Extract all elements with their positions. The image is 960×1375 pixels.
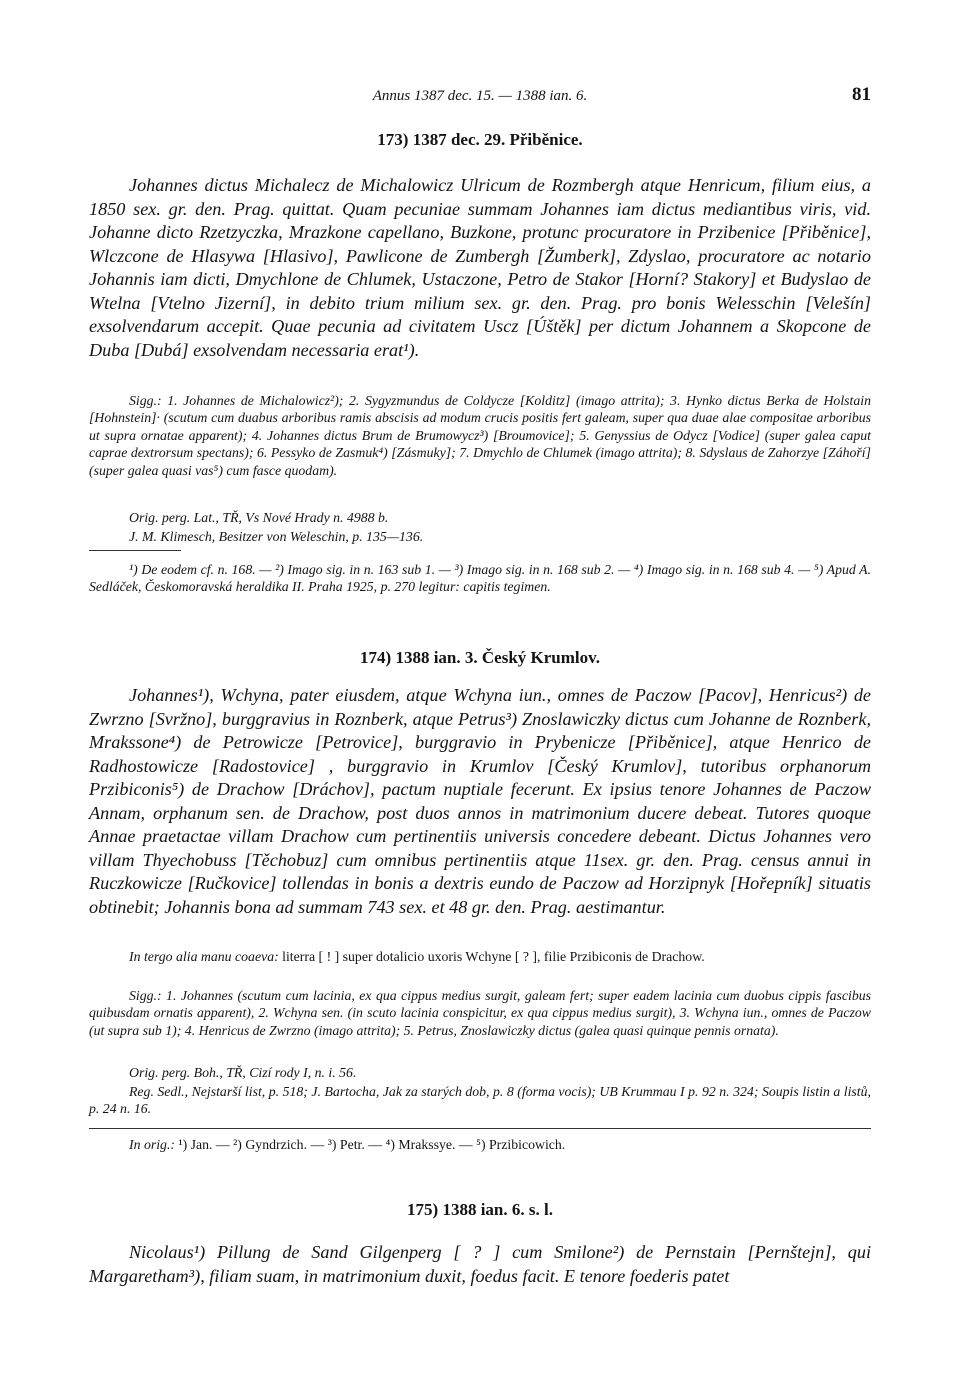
entry-174-regest: Johannes¹), Wchyna, pater eiusdem, atque Wchyna iun., omnes de Paczow [Pacov], Henricus²) de Zwrzno [Svržno], burggravius in Roznberk, atque Petrus³) Znoslawiczky dictus cum Johanne de Roznberk, Mrakssone⁴) de Petrowicze [Petrovice], burggravio in Prybenicze [Přiběnice], atque Henrico de Radhostowicze [Radostovice] , burggravio in Krumlov [Český Krumlov], tutoribus orphanorum Przibiconis⁵) de Drachow [Dráchov], pactum nuptiale fecerunt. Ex ipsius tenore Johannes de Paczow Annam, orphanum sen. de Drachow, post duos annos in matrimonium ducere debeat. Tutores quoque Annae praetactae villam Drachow cum pertinentiis universis concedere debeant. Dictus Johannes vero villam Thyechobuss [Těchobuz] cum omnibus pertinentiis atque 11sex. gr. den. Prag. census annui in Ruczkowicze [Ručkovice] tollendas in bonis a dextris eundo de Paczow ad Horzipnyk [Hořepník] situatis obtinebit; Johannis bona ad summam 743 sex. et 48 gr. den. Prag. aestimantur.	[89, 685, 871, 917]
entry-174-literature: Reg. Sedl., Nejstarší list, p. 518; J. Bartocha, Jak za starých dob, p. 8 (forma vocis); UB Krummau I p. 92 n. 324; Soupis listin a listů, p. 24 n. 16.	[89, 1084, 871, 1117]
entry-174-heading: 174) 1388 ian. 3. Český Krumlov.	[360, 648, 600, 667]
entry-173-literature: J. M. Klimesch, Besitzer von Weleschin, p. 135—136.	[129, 529, 424, 544]
footnote-rule	[89, 550, 181, 551]
entry-174-original: Orig. perg. Boh., TŘ, Cizí rody I, n. i. 56.	[129, 1065, 357, 1080]
entry-173-seals: Sigg.: 1. Johannes de Michalowicz²); 2. Sygyzmundus de Coldycze [Kolditz] (imago attrita); 3. Hynko dictus Berka de Holstain [Hohnstein]· (scutum cum duabus arboribus ramis abscisis ad modum crucis positis fert galeam, super qua duae alae compositae arboribus ut supra ornatae apparent); 4. Johannes dictus Brum de Brumowycz³) [Broumovice]; 5. Genyssius de Odycz [Vodice] (super galea caput caprae dextrorsum spectans); 6. Pessyko de Zasmuk⁴) [Zásmuky]; 7. Dmychlo de Chlumek (imago attrita); 8. Sdyslaus de Zahorzye [Záhoří] (super galea quasi vas⁵) cum fasce quodam).	[89, 393, 871, 478]
dorsal-note-text: literra [ ! ] super dotalicio uxoris Wchyne [ ? ], filie Przibiconis de Drachow.	[278, 949, 705, 964]
entry-174-original-spellings	[89, 1136, 871, 1153]
entry-174-dorsal-note	[89, 948, 871, 965]
page-number: 81	[852, 84, 871, 105]
entry-173-original: Orig. perg. Lat., TŘ, Vs Nové Hrady n. 4988 b.	[129, 510, 389, 525]
dorsal-note-label: In tergo alia manu coaeva:	[129, 949, 279, 964]
entry-175-regest: Nicolaus¹) Pillung de Sand Gilgenperg [ ? ] cum Smilone²) de Pernstain [Pernštejn], qui Margaretham³), filiam suam, in matrimonium duxit, foedus facit. E tenore foederis patet	[89, 1242, 871, 1286]
entry-175-heading: 175) 1388 ian. 6. s. l.	[407, 1200, 553, 1219]
entry-173-heading: 173) 1387 dec. 29. Přiběnice.	[377, 130, 583, 149]
running-title: Annus 1387 dec. 15. — 1388 ian. 6.	[372, 88, 588, 104]
section-rule	[89, 1128, 871, 1129]
entry-174-seals: Sigg.: 1. Johannes (scutum cum lacinia, ex qua cippus medius surgit, galeam fert; super eadem lacinia cum duobus cippis fascibus quibusdam ornatis apparent), 2. Wchyna sen. (in scuto lacinia conspicitur, ex qua cippus medius surgit), 3. Wchyna iun., omnes de Paczow (ut supra sub 1); 4. Henricus de Zwrzno (imago attrita); 5. Petrus, Znoslawiczky dictus (galea quasi quinque pennis ornata).	[89, 988, 871, 1038]
entry-173-footnotes: ¹) De eodem cf. n. 168. — ²) Imago sig. in n. 163 sub 1. — ³) Imago sig. in n. 168 sub 2. — ⁴) Imago sig. in n. 168 sub 4. — ⁵) Apud A. Sedláček, Českomoravská heraldika II. Praha 1925, p. 270 legitur: capitis tegimen.	[89, 562, 871, 595]
entry-173-regest: Johannes dictus Michalecz de Michalowicz Ulricum de Rozmbergh atque Henricum, filium eius, a 1850 sex. gr. den. Prag. quittat. Quam pecuniae summam Johannes iam dictus mediantibus viris, vid. Johanne dicto Rzetzyczka, Mrazkone capellano, Buzkone, protunc procuratore in Przibenice [Přiběnice], Wlczcone de Hlasywa [Hlasivo], Pawlicone de Zumbergh [Žumberk], Zdyslao, procuratore ac notario Johannis iam dicti, Dmychlone de Chlumek, Ustaczone, Petro de Stakor [Horní? Stakory] et Budyslao de Wtelna [Vtelno Jizerní], in debito trium milium sex. gr. den. Prag. pro bonis Welesschin [Velešín] exsolvendarum accepit. Quae pecunia ad civitatem Uscz [Úštěk] per dictum Johannem a Skopcone de Duba [Dubá] exsolvendam necessaria erat¹).	[89, 175, 871, 360]
original-spellings-text: ¹) Jan. — ²) Gyndrzich. — ³) Petr. — ⁴) Mrakssye. — ⁵) Przibicowich.	[175, 1137, 566, 1152]
original-spellings-label: In orig.:	[129, 1137, 175, 1152]
